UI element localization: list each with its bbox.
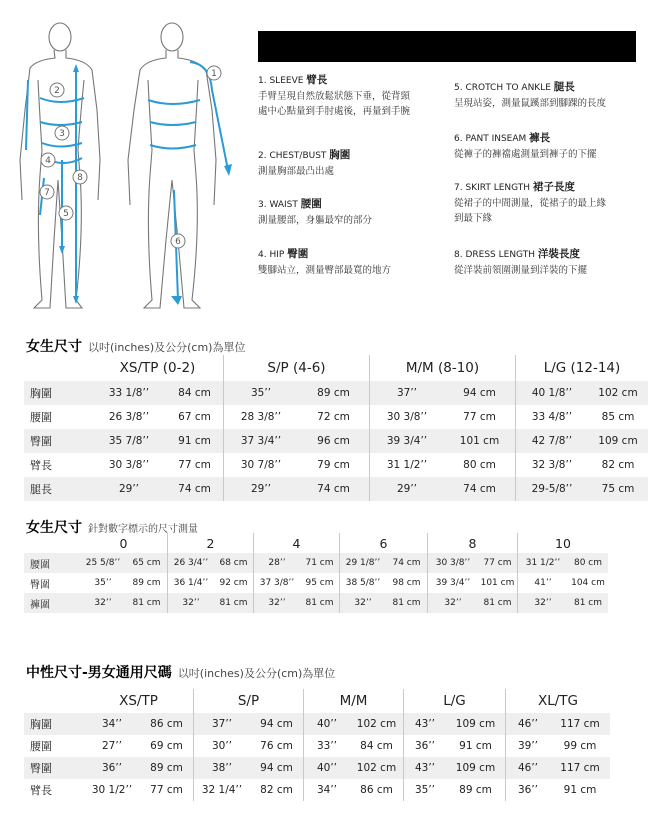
row-label: 褲圍: [24, 593, 80, 613]
cell: 29-5/8’’: [516, 477, 588, 501]
cell: 67 cm: [166, 405, 224, 429]
figure-number-7: 7: [44, 188, 50, 198]
cell: 41’’: [534, 578, 552, 588]
table2-subtitle: 針對數字標示的尺寸測量: [88, 524, 198, 535]
cell: 80 cm: [568, 553, 608, 573]
cell: 30 3/8’’: [428, 553, 478, 573]
cell: 42 7/8’’: [516, 429, 588, 453]
measurement-sleeve: 1. SLEEVE 臂長 手臂呈現自然放鬆狀態下垂，從背頸 處中心點量到手肘處後，再量到手腕: [258, 74, 411, 117]
cell: 109 cm: [446, 757, 506, 779]
cell: 77 cm: [140, 779, 194, 801]
row-label: 腰圍: [24, 553, 80, 573]
measurement-number: 2: [258, 151, 264, 161]
figure-number-2: 2: [54, 86, 60, 96]
cell: 36 1/4’’: [173, 578, 209, 588]
cell: 33 1/8’’: [92, 381, 166, 405]
cell: 89 cm: [126, 573, 168, 593]
table1-size: XS/TP (0-2): [92, 355, 224, 381]
header-black-bar: [258, 31, 636, 62]
measurement-waist: 3. WAIST 腰圍 測量腰部，身軀最窄的部分: [258, 198, 373, 226]
cell: 102 cm: [350, 713, 404, 735]
cell: 109 cm: [446, 713, 506, 735]
cell: 81 cm: [568, 593, 608, 613]
measurement-zh: 裙子長度: [532, 181, 575, 193]
measurement-number: 4: [258, 250, 264, 260]
cell: 32’’: [80, 593, 126, 613]
cell: 39’’: [517, 740, 539, 752]
measurement-crotch: 5. CROTCH TO ANKLE 腿長 呈現站姿，測量鼠蹊部到腳踝的長度: [454, 81, 607, 109]
figure-number-3: 3: [59, 129, 65, 139]
body-measurement-figure: [0, 0, 250, 320]
cell: 29’’: [224, 477, 298, 501]
row-label: 腰圍: [24, 735, 84, 757]
cell: 98 cm: [386, 573, 428, 593]
cell: 35’’: [414, 784, 436, 796]
cell: 33’’: [316, 740, 338, 752]
cell: 86 cm: [140, 713, 194, 735]
cell: 95 cm: [300, 573, 340, 593]
cell: 77 cm: [166, 453, 224, 477]
cell: 30 7/8’’: [240, 459, 282, 471]
cell: 26 3/4’’: [168, 553, 214, 573]
cell: 94 cm: [250, 713, 304, 735]
cell: 26 3/8’’: [108, 411, 150, 423]
cell: 102 cm: [588, 381, 648, 405]
table2-title-text: 女生尺寸: [26, 520, 82, 536]
table2-size: 6: [340, 533, 428, 553]
cell: 74 cm: [386, 553, 428, 573]
table2-size: 0: [80, 533, 168, 553]
row-label: 腿長: [24, 477, 92, 501]
row-label: 臀圍: [24, 757, 84, 779]
table-row: [24, 429, 648, 453]
cell: 39 3/4’’: [370, 429, 444, 453]
table1-corner: [24, 355, 92, 381]
cell: 80 cm: [444, 453, 516, 477]
row-label: 腰圍: [24, 405, 92, 429]
cell: 74 cm: [166, 477, 224, 501]
table-row: [24, 573, 608, 593]
measurement-desc: 從褲子的褲襠處測量到褲子的下擺: [454, 149, 597, 160]
table3-subtitle: 以吋(inches)及公分(cm)為單位: [177, 667, 336, 680]
cell: 79 cm: [298, 453, 370, 477]
cell: 91 cm: [446, 735, 506, 757]
cell: 82 cm: [601, 459, 635, 471]
figure-number-5: 5: [63, 209, 69, 219]
row-label: 胸圍: [24, 381, 92, 405]
cell: 94 cm: [250, 757, 304, 779]
cell: 40’’: [304, 713, 350, 735]
cell: 101 cm: [478, 573, 518, 593]
cell: 117 cm: [550, 757, 610, 779]
cell: 82 cm: [250, 779, 304, 801]
measurement-number: 6: [454, 134, 460, 144]
cell: 84 cm: [350, 735, 404, 757]
cell: 38’’: [194, 757, 250, 779]
measurement-skirt: 7. SKIRT LENGTH 裙子長度 從裙子的中間測量，從裙子的最上緣 到最下緣: [454, 181, 607, 224]
table3-size: S/P: [194, 689, 304, 713]
measurement-desc: 雙腳站立，測量臀部最寬的地方: [258, 265, 392, 276]
table3-size: M/M: [304, 689, 404, 713]
measurement-number: 1: [258, 76, 264, 86]
cell: 40 1/8’’: [516, 381, 588, 405]
cell: 34’’: [316, 784, 338, 796]
cell: 81 cm: [386, 593, 428, 613]
table-row: [24, 593, 608, 613]
figure-number-8: 8: [77, 173, 83, 183]
table3-title-text: 中性尺寸-男女通用尺碼: [26, 665, 172, 681]
cell: 74 cm: [298, 477, 370, 501]
cell: 91 cm: [166, 429, 224, 453]
cell: 36’’: [84, 757, 140, 779]
cell: 68 cm: [214, 553, 254, 573]
cell: 32’’: [518, 593, 568, 613]
measurement-label: WAIST: [269, 200, 298, 210]
cell: 43’’: [404, 713, 446, 735]
table1-title-text: 女生尺寸: [26, 339, 82, 355]
table-row: [24, 477, 648, 501]
measurement-label: DRESS LENGTH: [465, 250, 535, 260]
cell: 81 cm: [214, 593, 254, 613]
cell: 84 cm: [166, 381, 224, 405]
row-label: 臂長: [24, 453, 92, 477]
table2-size: 2: [168, 533, 254, 553]
cell: 37 3/4’’: [224, 429, 298, 453]
table-row: [24, 453, 648, 477]
table-row: [24, 779, 610, 801]
measurement-desc: 呈現站姿，測量鼠蹊部到腳踝的長度: [454, 98, 607, 109]
measurement-label: CHEST/BUST: [269, 151, 327, 161]
cell: 27’’: [101, 740, 123, 752]
measurement-zh: 洋裝長度: [537, 248, 580, 260]
cell: 38 5/8’’: [345, 578, 381, 588]
cell: 102 cm: [350, 757, 404, 779]
measurement-label: CROTCH TO ANKLE: [465, 83, 551, 93]
measurement-zh: 臀圍: [287, 248, 309, 260]
measurement-desc: 手臂呈現自然放鬆狀態下垂，從背頸: [258, 91, 411, 102]
row-label: 臂長: [24, 779, 84, 801]
table1-subtitle: 以吋(inches)及公分(cm)為單位: [88, 341, 246, 354]
cell: 109 cm: [588, 429, 648, 453]
table1-title: [26, 336, 245, 356]
cell: 74 cm: [444, 477, 516, 501]
cell: 76 cm: [250, 735, 304, 757]
cell: 92 cm: [214, 573, 254, 593]
measurement-zh: 胸圍: [329, 149, 351, 161]
cell: 31 1/2’’: [518, 553, 568, 573]
table1-size: L/G (12-14): [543, 360, 621, 376]
table3-size: XS/TP: [84, 689, 194, 713]
measurement-label: PANT INSEAM: [465, 134, 527, 144]
table1-size: S/P (4-6): [224, 355, 370, 381]
table3-title: [26, 662, 335, 682]
cell: 99 cm: [563, 740, 597, 752]
cell: 37’’: [194, 713, 250, 735]
table2-size: 4: [254, 533, 340, 553]
table-row: [24, 735, 610, 757]
table3-size: L/G: [404, 689, 506, 713]
cell: 89 cm: [140, 757, 194, 779]
table-row: [24, 405, 648, 429]
cell: 46’’: [506, 757, 550, 779]
cell: 35 7/8’’: [92, 429, 166, 453]
cell: 35’’: [94, 578, 112, 588]
cell: 40’’: [304, 757, 350, 779]
cell: 31 1/2’’: [386, 459, 428, 471]
measurement-number: 5: [454, 83, 460, 93]
cell: 36’’: [414, 740, 436, 752]
cell: 71 cm: [300, 553, 340, 573]
measurement-label: SKIRT LENGTH: [465, 183, 531, 193]
measurement-hip: 4. HIP 臀圍 雙腳站立，測量臀部最寬的地方: [258, 248, 392, 276]
cell: 65 cm: [126, 553, 168, 573]
measurement-zh: 臂長: [306, 74, 328, 86]
cell: 34’’: [84, 713, 140, 735]
cell: 81 cm: [126, 593, 168, 613]
table1: [24, 355, 648, 501]
cell: 43’’: [404, 757, 446, 779]
cell: 30 1/2’’: [91, 784, 133, 796]
cell: 29’’: [370, 477, 444, 501]
measurement-desc: 測量胸部最凸出處: [258, 166, 335, 177]
cell: 30 3/8’’: [108, 459, 150, 471]
cell: 32 1/4’’: [201, 784, 243, 796]
cell: 91 cm: [563, 784, 597, 796]
table2-size: 10: [555, 535, 571, 551]
table2-corner: [24, 533, 80, 553]
cell: 85 cm: [601, 411, 635, 423]
cell: 32’’: [340, 593, 386, 613]
cell: 32’’: [428, 593, 478, 613]
cell: 32’’: [168, 593, 214, 613]
cell: 104 cm: [571, 578, 605, 588]
figure-number-6: 6: [175, 237, 181, 247]
figure-number-4: 4: [45, 156, 51, 166]
cell: 81 cm: [300, 593, 340, 613]
table1-size: M/M (8-10): [370, 355, 516, 381]
cell: 69 cm: [140, 735, 194, 757]
measurement-zh: 腿長: [553, 81, 575, 93]
measurement-chest: 2. CHEST/BUST 胸圍 測量胸部最凸出處: [258, 149, 351, 177]
row-label: 臀圍: [24, 573, 80, 593]
cell: 75 cm: [588, 477, 648, 501]
cell: 101 cm: [444, 429, 516, 453]
cell: 81 cm: [478, 593, 518, 613]
table3: [24, 689, 610, 801]
row-label: 臀圍: [24, 429, 92, 453]
table2: [24, 533, 608, 613]
measurement-number: 7: [454, 183, 460, 193]
measurement-inseam: 6. PANT INSEAM 褲長 從褲子的褲襠處測量到褲子的下擺: [454, 132, 597, 160]
cell: 77 cm: [444, 405, 516, 429]
cell: 28’’: [254, 553, 300, 573]
cell: 117 cm: [550, 713, 610, 735]
cell: 32’’: [254, 593, 300, 613]
measurement-number: 8: [454, 250, 460, 260]
figure-number-1: 1: [211, 69, 217, 79]
table-row: [24, 553, 608, 573]
measurement-zh: 腰圍: [300, 198, 322, 210]
cell: 28 3/8’’: [240, 411, 282, 423]
cell: 89 cm: [298, 381, 370, 405]
cell: 35’’: [224, 381, 298, 405]
cell: 29’’: [92, 477, 166, 501]
table3-corner: [24, 689, 84, 713]
table2-size: 8: [428, 533, 518, 553]
cell: 94 cm: [444, 381, 516, 405]
table-row: [24, 757, 610, 779]
table-row: [24, 713, 610, 735]
measurement-label: SLEEVE: [269, 76, 304, 86]
cell: 89 cm: [446, 779, 506, 801]
cell: 37 3/8’’: [259, 578, 295, 588]
measurement-dress: 8. DRESS LENGTH 洋裝長度 從洋裝前領圍測量到洋裝的下擺: [454, 248, 588, 276]
row-label: 胸圍: [24, 713, 84, 735]
measurement-desc: 從洋裝前領圍測量到洋裝的下擺: [454, 265, 588, 276]
cell: 33 4/8’’: [531, 411, 573, 423]
cell: 96 cm: [298, 429, 370, 453]
cell: 30’’: [211, 740, 233, 752]
table-row: [24, 381, 648, 405]
cell: 37’’: [370, 381, 444, 405]
cell: 29 1/8’’: [340, 553, 386, 573]
cell: 32 3/8’’: [531, 459, 573, 471]
measurement-desc: 到最下緣: [454, 213, 493, 224]
measurement-number: 3: [258, 200, 264, 210]
cell: 72 cm: [298, 405, 370, 429]
cell: 77 cm: [478, 553, 518, 573]
cell: 86 cm: [350, 779, 404, 801]
measurement-zh: 褲長: [529, 132, 551, 144]
table3-size: XL/TG: [537, 693, 579, 709]
measurement-label: HIP: [269, 250, 285, 260]
measurement-desc: 測量腰部，身軀最窄的部分: [258, 215, 373, 226]
measurement-desc: 處中心點量到手肘處後，再量到手腕: [258, 106, 411, 117]
measurement-desc: 從裙子的中間測量，從裙子的最上緣: [454, 198, 607, 209]
cell: 30 3/8’’: [386, 411, 428, 423]
cell: 36’’: [517, 784, 539, 796]
cell: 39 3/4’’: [435, 578, 471, 588]
cell: 46’’: [506, 713, 550, 735]
cell: 25 5/8’’: [80, 553, 126, 573]
